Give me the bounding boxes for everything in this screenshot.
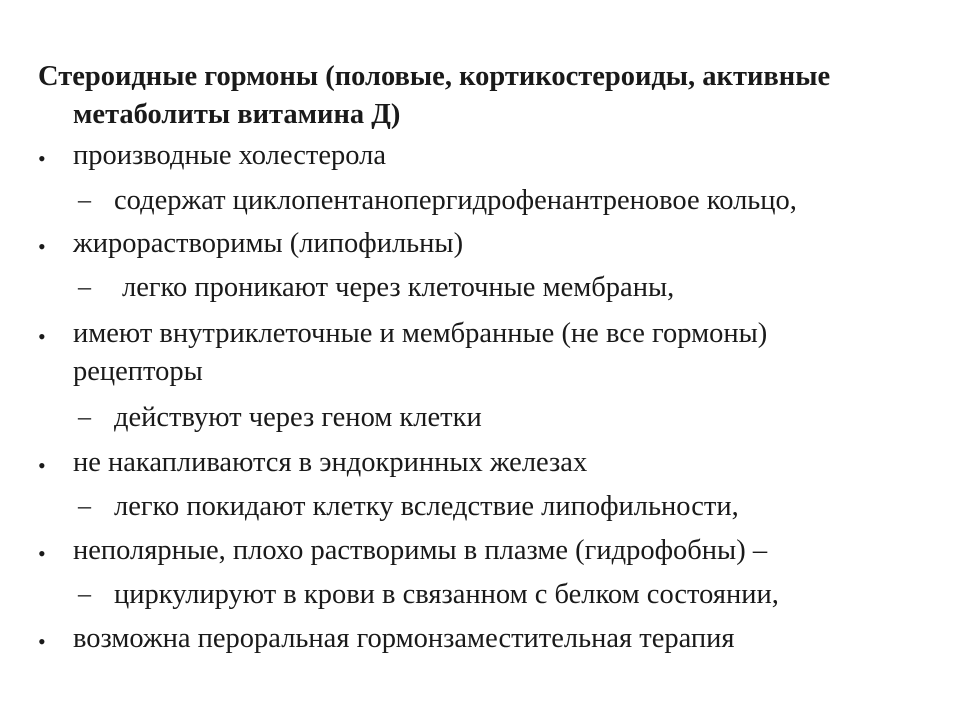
sub-item-text: легко покидают клетку вследствие липофильности, (114, 491, 739, 522)
bullet-text: производные холестерола (73, 140, 386, 171)
bullet-text: не накапливаются в эндокринных железах (73, 447, 588, 478)
bullet-text-continuation: рецепторы (73, 356, 203, 387)
bullet-icon: • (38, 324, 46, 349)
bullet-icon: • (38, 453, 46, 478)
dash-icon: – (78, 402, 91, 431)
dash-icon: – (78, 272, 91, 301)
bullet-icon: • (38, 541, 46, 566)
bullet-icon: • (38, 146, 46, 171)
dash-icon: – (78, 185, 91, 214)
slide-title (38, 58, 938, 134)
sub-item-text: действуют через геном клетки (114, 402, 482, 433)
bullet-icon: • (38, 234, 46, 259)
title-line-1: Стероидные гормоны (половые, кортикостероиды, активные (38, 61, 831, 92)
bullet-text: имеют внутриклеточные и мембранные (не все гормоны) (73, 318, 768, 349)
bullet-text: жирорастворимы (липофильны) (73, 228, 464, 259)
sub-item-text: циркулируют в крови в связанном с белком состоянии, (114, 579, 779, 610)
bullet-icon: • (38, 629, 46, 654)
title-line-2: метаболиты витамина Д) (73, 99, 401, 130)
dash-icon: – (78, 579, 91, 608)
dash-icon: – (78, 491, 91, 520)
bullet-text: неполярные, плохо растворимы в плазме (гидрофобны) – (73, 535, 768, 566)
bullet-text: возможна пероральная гормонзаместительная терапия (73, 623, 735, 654)
sub-item-text: содержат циклопентанопергидрофенантреновое кольцо, (114, 185, 797, 216)
sub-item-text: легко проникают через клеточные мембраны, (122, 272, 675, 303)
